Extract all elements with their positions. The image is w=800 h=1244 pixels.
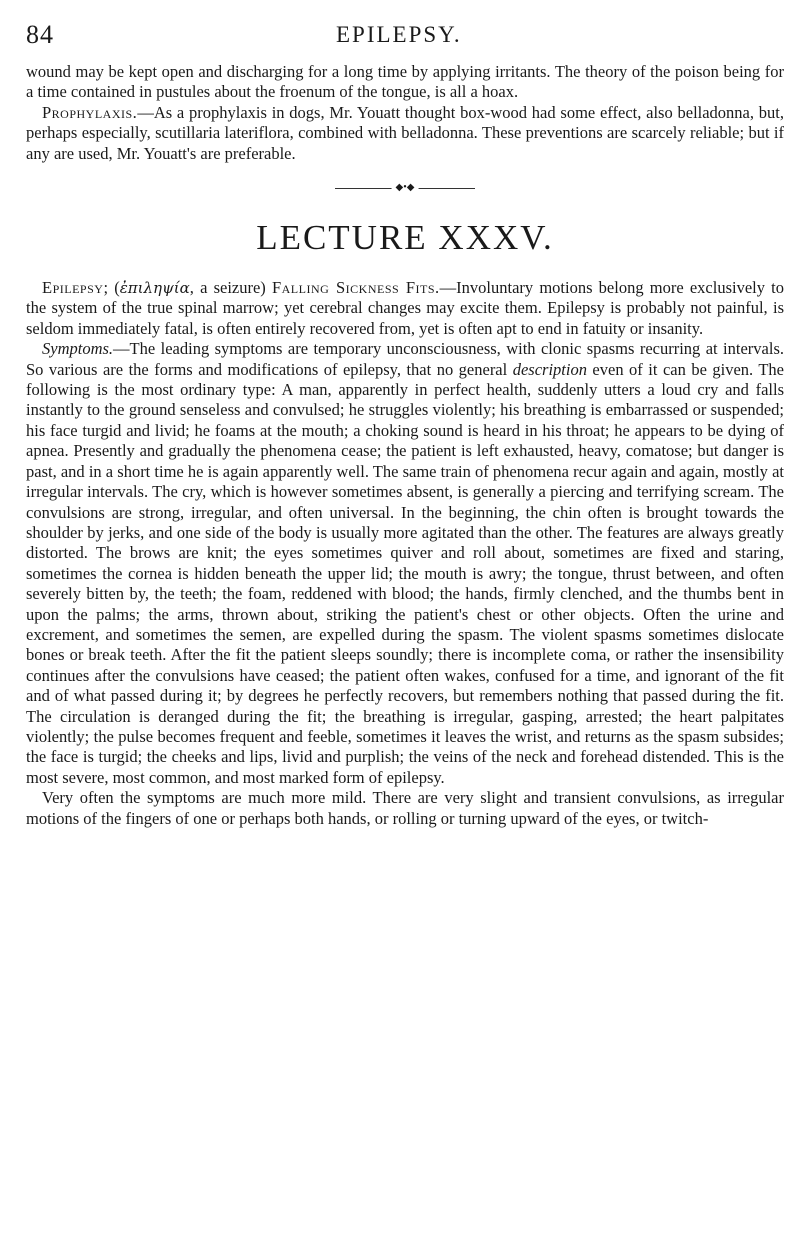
symptoms-text-a: —The leading symptoms are temporary unconsciousness, with clonic spasms recurring at intervals. So various are the forms and modifications of epilepsy, that no general <box>26 339 784 379</box>
lecture-title: LECTURE XXXV. <box>256 218 554 258</box>
symptoms-heading: Symptoms. <box>42 339 114 359</box>
prophylaxis-heading: Prophylaxis. <box>42 102 138 122</box>
epilepsy-heading: Epilepsy <box>42 278 104 298</box>
intro-text: wound may be kept open and discharging for a long time by applying irritants. The theory of the poison being for a time contained in pustules about the froenum of the tongue, is all a hoax. <box>26 62 784 102</box>
intro-paragraph <box>26 62 784 103</box>
section-divider <box>26 168 784 208</box>
page-number: 84 <box>26 20 54 49</box>
mild-symptoms-paragraph <box>26 788 784 829</box>
prophylaxis-paragraph <box>26 103 784 164</box>
prophylaxis-text: —As a prophylaxis in dogs, Mr. Youatt thought box-wood had some effect, also belladonna, but, perhaps especially, scutillaria lateriflora, combined with belladonna. These preventions are scarcely reliable; but if any are used, Mr. Youatt's are preferable. <box>26 102 784 163</box>
symptoms-emphasis: description <box>512 359 587 379</box>
divider-ornament: ◆•◆ <box>392 181 419 195</box>
greek-gloss: , a seizure) <box>189 278 272 298</box>
mild-symptoms-text: Very often the symptoms are much more mild. There are very slight and transient convulsions, as irregular motions of the fingers of one or perhaps both hands, or rolling or turning upward of the eyes, or twitch- <box>26 788 784 828</box>
falling-sickness-heading: Falling Sickness Fits. <box>271 278 440 298</box>
epilepsy-lead-paragraph <box>26 278 784 339</box>
symptoms-paragraph <box>26 339 784 788</box>
lead-separator: ; ( <box>103 278 120 298</box>
symptoms-text-b: even of it can be given. The following is the most ordinary type: A man, apparently in perfect health, suddenly utters a loud cry and falls instantly to the ground senseless and convulsed; he struggles violently; his breathing is embarrassed or suspended; his face turgid and livid; he foams at the mouth; a choking sound is heard in his throat; he appears to be dying of apnea. Presently and gradually the phenomena cease; the patient is left exhausted, heavy, comatose; but danger is past, and in a short time he is again apparently well. The same train of phenomena recur again and again, mostly at irregular intervals. The cry, which is however sometimes absent, is generally a piercing and terrifying scream. The convulsions are strong, irregular, and often universal. In the beginning, the chin often is brought towards the shoulder by jerks, and one side of the body is usually more agitated than the other. The features are always greatly distorted. The brows are knit; the eyes sometimes quiver and roll about, sometimes are fixed and staring, sometimes the cornea is hidden beneath the upper lid; the mouth is awry; the tongue, thrust between, and often severely bitten by, the teeth; the foam, reddened with blood; the hands, firmly clenched, and the thumbs bent in upon the palms; the arms, thrown about, striking the patient's chest or other objects. Often the urine and excrement, and sometimes the semen, are expelled during the spasm. The violent spasms sometimes dislocate bones or break teeth. After the fit the patient sleeps soundly; there is incomplete coma, or rather the insensibility continues after the convulsions have ceased; the patient often wakes, confused for a time, and ignorant of the fit and of what passed during it; by degrees he perfectly recovers, but remembers nothing that passed during the fit. The circulation is deranged during the fit; the breathing is irregular, gasping, arrested; the heart palpitates violently; the pulse becomes frequent and feeble, sometimes it leaves the wrist, and returns as the spasm subsides; the face is turgid; the cheeks and lips, livid and purplish; the veins of the neck and forehead distended. This is the most severe, most common, and most marked form of epilepsy. <box>26 359 784 787</box>
divider-line <box>335 181 475 193</box>
greek-term: ἐπιληψία <box>119 279 190 298</box>
running-head <box>26 0 784 62</box>
lead-text: —Involuntary motions belong more exclusively to the system of the true spinal marrow; yet cerebral changes may excite them. Epilepsy is probably not painful, is seldom immediately fatal, is often entirely recovered from, yet is often apt to end in fatuity or insanity. <box>26 278 784 338</box>
running-title: EPILEPSY. <box>336 22 462 47</box>
book-page <box>26 0 784 829</box>
